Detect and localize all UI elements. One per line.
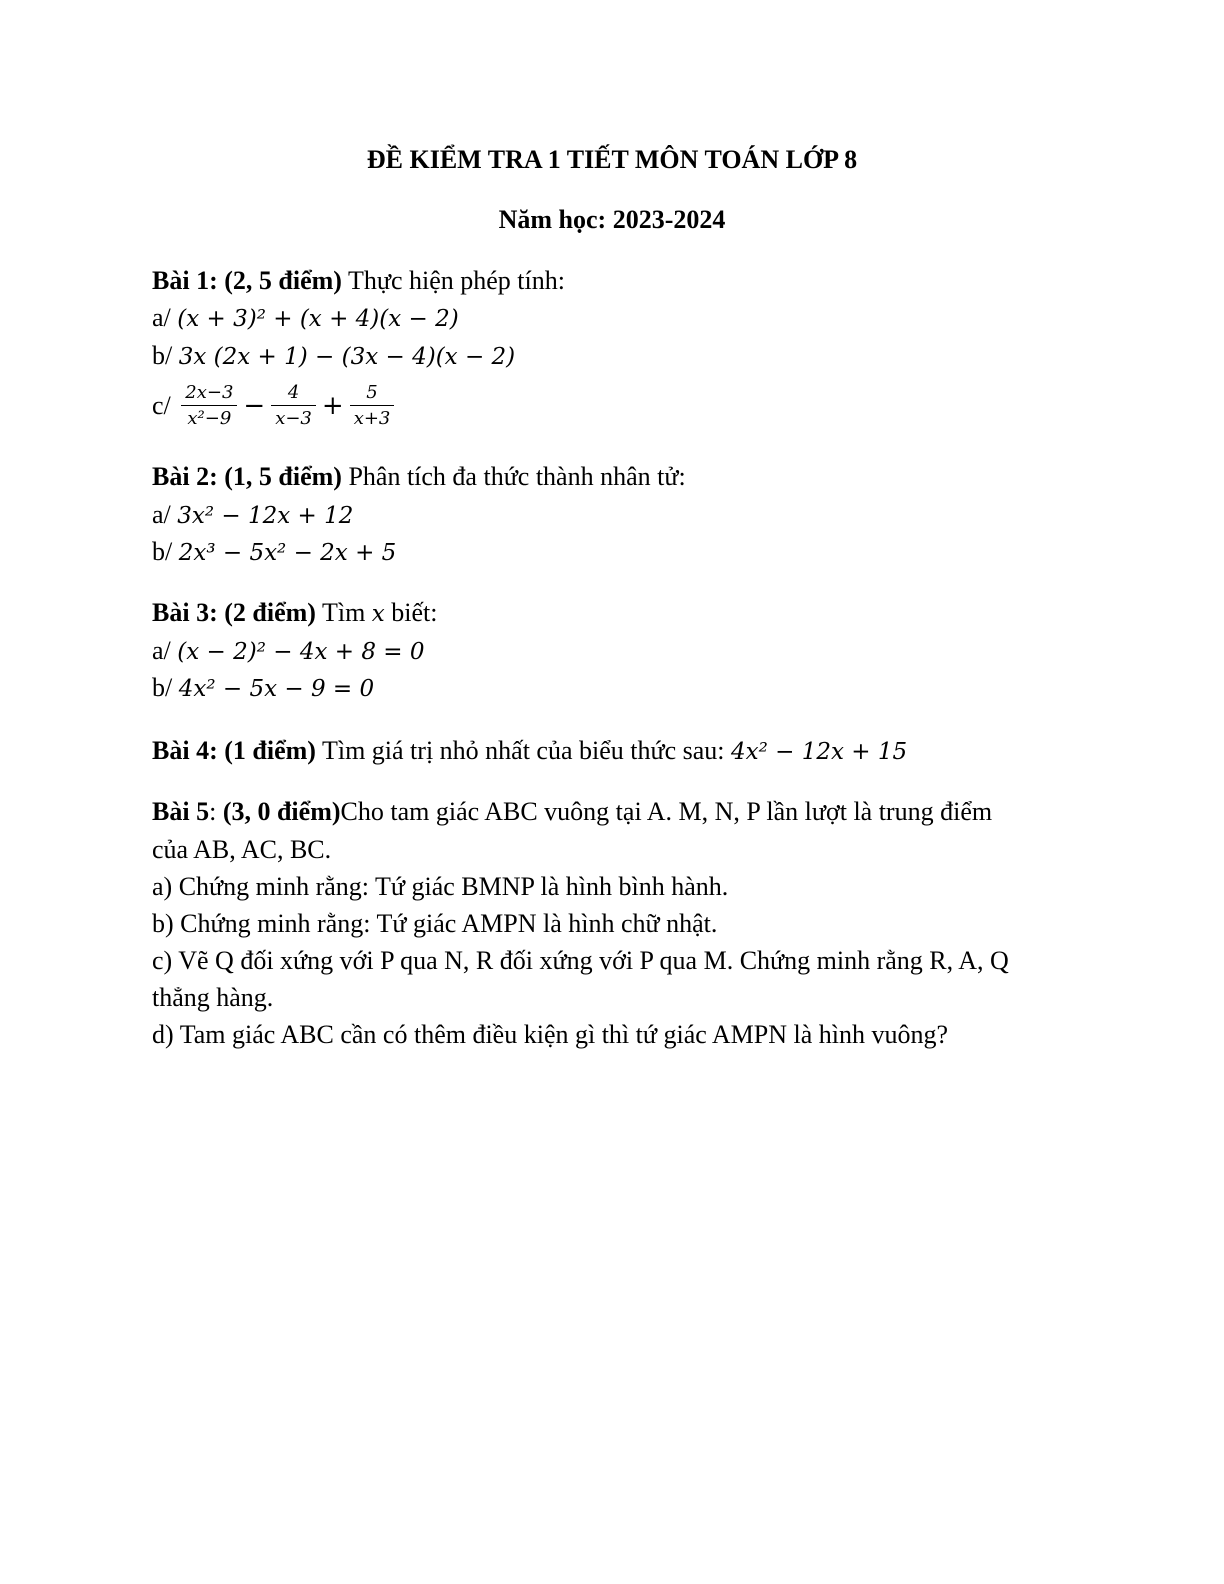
bai3-label: Bài 3: <box>152 598 218 627</box>
part-prefix: a/ <box>152 500 178 529</box>
bai4-expression: 4x² − 12x + 15 <box>731 739 908 765</box>
part-prefix: a/ <box>152 636 178 665</box>
bai5-part-b: b) Chứng minh rằng: Tứ giác AMPN là hình chữ nhật. <box>152 909 718 938</box>
exam-title: ĐỀ KIỂM TRA 1 TIẾT MÔN TOÁN LỚP 8 <box>366 145 858 174</box>
bai4-points: (1 điểm) <box>224 736 316 765</box>
bai3-prompt: Tìm <box>315 598 372 627</box>
bai1-b-expression: 3x (2x + 1) − (3x − 4)(x − 2) <box>178 344 516 370</box>
minus-sign: − <box>243 391 266 422</box>
bai3-points: (2 điểm) <box>224 598 316 627</box>
school-year: Năm học: 2023-2024 <box>498 205 726 234</box>
part-prefix: b/ <box>152 673 179 702</box>
bai2-heading <box>152 462 686 492</box>
bai2-points: (1, 5 điểm) <box>224 462 342 491</box>
bai1-part-a <box>152 303 459 334</box>
bai1-heading <box>152 266 565 296</box>
bai1-points: (2, 5 điểm) <box>224 266 342 295</box>
bai2-prompt: Phân tích đa thức thành nhân tử: <box>341 462 686 491</box>
bai5-part-a: a) Chứng minh rằng: Tứ giác BMNP là hình bình hành. <box>152 872 729 901</box>
fraction-denominator: x+3 <box>353 407 391 429</box>
bai3-a-expression: (x − 2)² − 4x + 8 = 0 <box>177 639 425 665</box>
variable-x: x <box>371 601 385 627</box>
bai2-label: Bài 2: <box>152 462 218 491</box>
bai2-part-a <box>152 500 353 531</box>
bai1-part-c <box>152 374 398 436</box>
bai5-part-c-cont: thẳng hàng. <box>152 983 274 1012</box>
bai2-b-expression: 2x³ − 5x² − 2x + 5 <box>178 540 397 566</box>
fraction-numerator: 5 <box>350 381 395 406</box>
bai5-heading <box>152 797 992 827</box>
bai5-colon: : <box>209 797 223 826</box>
bai5-part-c: c) Vẽ Q đối xứng với P qua N, R đối xứng với P qua M. Chứng minh rằng R, A, Q <box>152 946 1009 975</box>
bai1-label: Bài 1: <box>152 266 218 295</box>
fraction-numerator: 4 <box>271 381 316 406</box>
bai4-label: Bài 4: <box>152 736 218 765</box>
bai2-part-b <box>152 537 396 568</box>
bai1-a-expression: (x + 3)² + (x + 4)(x − 2) <box>177 306 459 332</box>
bai1-prompt: Thực hiện phép tính: <box>341 266 565 295</box>
bai5-statement: Cho tam giác ABC vuông tại A. M, N, P lần lượt là trung điểm <box>340 797 993 826</box>
part-prefix: a/ <box>152 303 178 332</box>
part-prefix: c/ <box>152 391 178 421</box>
plus-sign: + <box>321 391 344 422</box>
fraction-numerator: 2x−3 <box>181 381 237 406</box>
fraction-denominator: x²−9 <box>187 407 232 429</box>
bai5-part-d: d) Tam giác ABC cần có thêm điều kiện gì thì tứ giác AMPN là hình vuông? <box>152 1020 948 1049</box>
bai3-part-a <box>152 636 424 667</box>
bai3-part-b <box>152 673 374 704</box>
bai3-heading <box>152 598 438 629</box>
bai1-part-b <box>152 341 515 372</box>
part-prefix: b/ <box>152 341 179 370</box>
bai3-prompt-end: biết: <box>384 598 438 627</box>
bai3-b-expression: 4x² − 5x − 9 = 0 <box>178 676 375 702</box>
bai5-points: (3, 0 điểm) <box>222 797 341 826</box>
bai5-label: Bài 5 <box>152 797 210 826</box>
bai4-heading <box>152 736 907 767</box>
fraction-1 <box>181 381 237 432</box>
fraction-3 <box>350 381 395 432</box>
fraction-denominator: x−3 <box>275 407 312 429</box>
part-prefix: b/ <box>152 537 179 566</box>
bai4-prompt: Tìm giá trị nhỏ nhất của biểu thức sau: <box>315 736 732 765</box>
bai2-a-expression: 3x² − 12x + 12 <box>177 503 354 529</box>
bai5-statement-cont: của AB, AC, BC. <box>152 835 332 864</box>
fraction-2 <box>271 381 316 432</box>
